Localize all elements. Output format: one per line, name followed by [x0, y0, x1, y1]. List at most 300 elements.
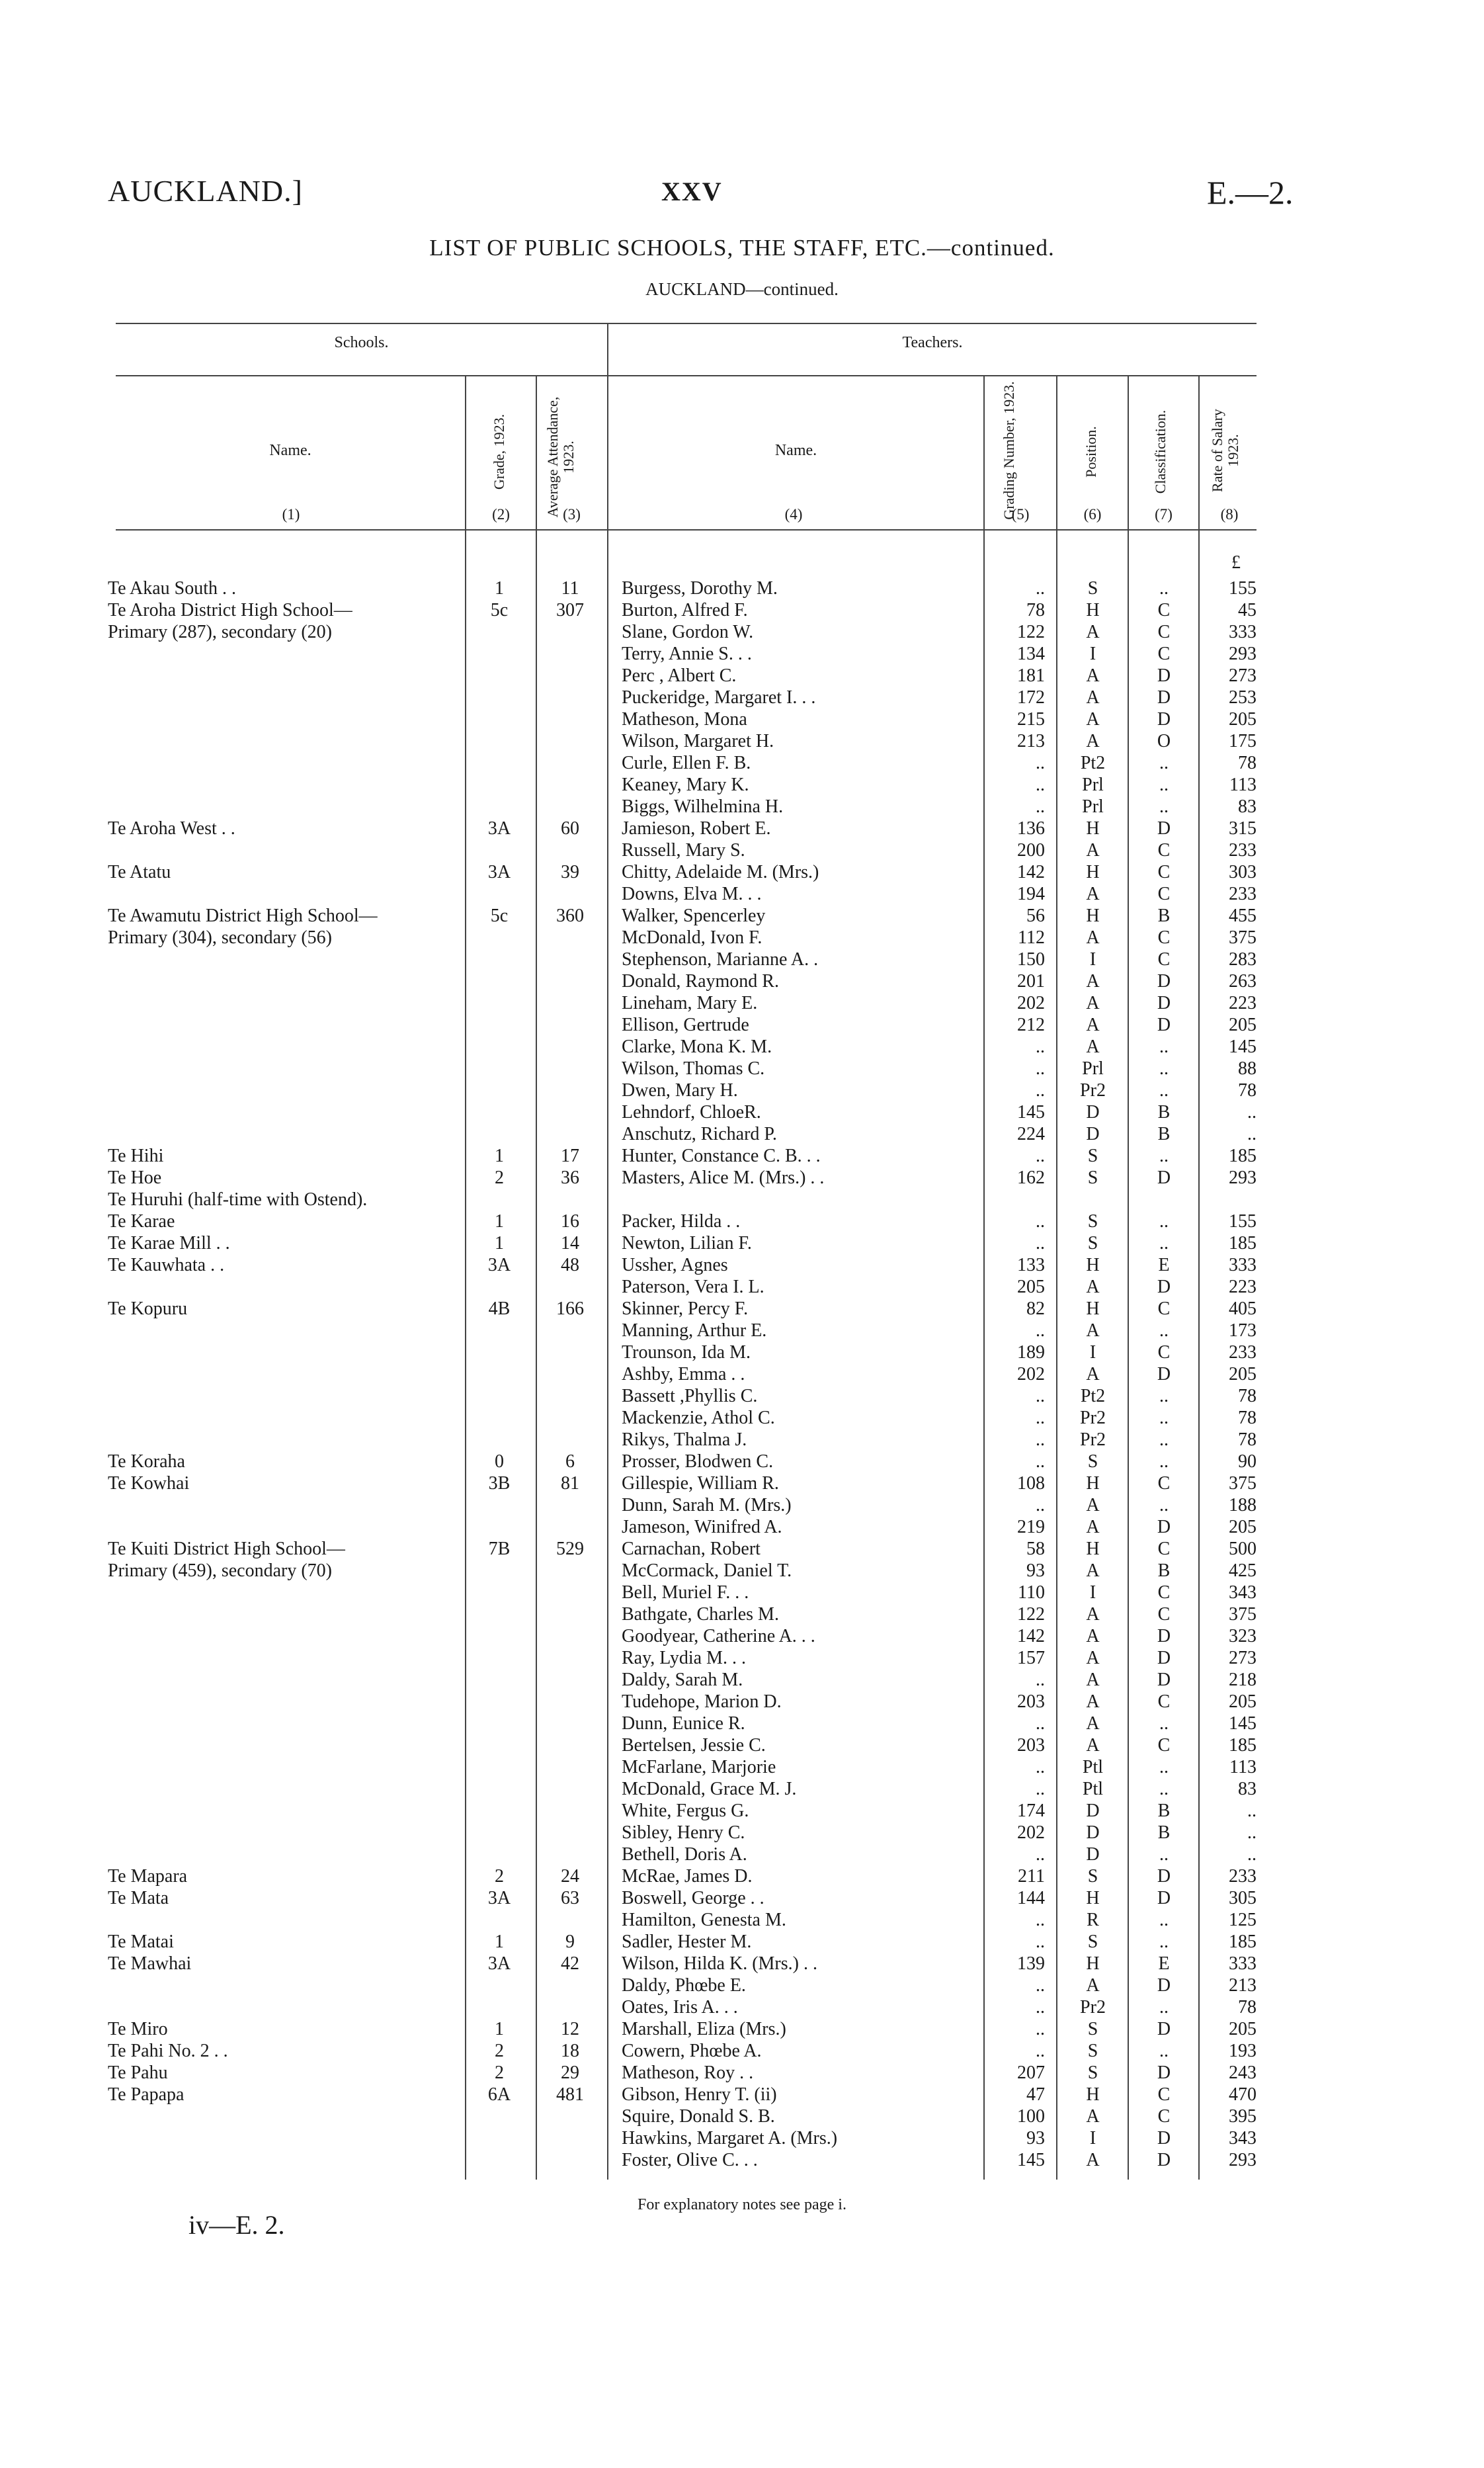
salary-cell: 145	[1229, 1037, 1257, 1057]
classification-cell: D	[1157, 1866, 1171, 1887]
salary-cell: 223	[1229, 993, 1257, 1013]
table-row	[0, 599, 1484, 621]
classification-cell: C	[1157, 1604, 1171, 1625]
table-row	[0, 1232, 1484, 1254]
grading-cell: ..	[1036, 1975, 1045, 1996]
salary-cell: 333	[1229, 622, 1257, 642]
classification-cell: ..	[1159, 1058, 1169, 1079]
classification-cell: B	[1157, 1124, 1171, 1144]
salary-header: Rate of Salary 1923.	[1209, 409, 1241, 492]
grading-cell: ..	[1036, 1779, 1045, 1799]
table-row	[0, 2084, 1484, 2106]
teacher-name: Bertelsen, Jessie C.	[622, 1735, 766, 1756]
school-name: Te Kauwhata . .	[108, 1255, 225, 1275]
grading-cell: 93	[1026, 1560, 1045, 1581]
table-row	[0, 1451, 1484, 1472]
attendance-cell: 166	[556, 1298, 584, 1319]
grading-cell: ..	[1036, 1997, 1045, 2018]
grading-cell: 142	[1017, 862, 1045, 882]
classification-cell: D	[1157, 1015, 1171, 1035]
salary-cell: 305	[1229, 1888, 1257, 1908]
teacher-name: Curle, Ellen F. B.	[622, 753, 751, 773]
grading-cell: ..	[1036, 1844, 1045, 1865]
teacher-name: Bell, Muriel F. . .	[622, 1582, 749, 1603]
grading-cell: ..	[1036, 1037, 1045, 1057]
page-number: XXV	[661, 177, 723, 206]
table-row	[0, 883, 1484, 905]
position-header: Position.	[1083, 426, 1099, 478]
salary-cell: 185	[1229, 1233, 1257, 1254]
salary-cell: ..	[1247, 1822, 1257, 1843]
table-row	[0, 577, 1484, 599]
attendance-cell: 18	[561, 2041, 579, 2061]
position-cell: S	[1087, 2041, 1098, 2061]
classification-cell: C	[1157, 840, 1171, 861]
attendance-cell: 9	[565, 1932, 575, 1952]
school-name: Te Matai	[108, 1932, 174, 1952]
classification-cell: ..	[1159, 1037, 1169, 1057]
grading-cell: ..	[1036, 578, 1045, 599]
classification-cell: B	[1157, 1102, 1171, 1123]
position-cell: I	[1089, 1342, 1096, 1363]
page-reference: iv—E. 2.	[188, 2210, 285, 2240]
position-cell: H	[1086, 862, 1100, 882]
attendance-cell: 48	[561, 1255, 579, 1275]
classification-cell: ..	[1159, 1757, 1169, 1777]
position-cell: A	[1086, 1670, 1100, 1690]
grading-cell: 139	[1017, 1953, 1045, 1974]
grading-cell: ..	[1036, 1495, 1045, 1515]
classification-cell: D	[1157, 1975, 1171, 1996]
attendance-cell: 24	[561, 1866, 579, 1887]
table-row	[0, 1800, 1484, 1822]
position-cell: D	[1086, 1124, 1100, 1144]
salary-cell: 315	[1229, 818, 1257, 839]
teacher-name: Jameson, Winifred A.	[622, 1517, 782, 1537]
grade-cell: 2	[495, 2041, 504, 2061]
salary-cell: 470	[1229, 2084, 1257, 2105]
teacher-name: Sibley, Henry C.	[622, 1822, 745, 1843]
position-cell: H	[1086, 1953, 1100, 1974]
table-row	[0, 1036, 1484, 1058]
teacher-name: Terry, Annie S. . .	[622, 644, 752, 664]
teacher-name: Biggs, Wilhelmina H.	[622, 796, 784, 817]
classification-cell: ..	[1159, 1146, 1169, 1166]
table-row	[0, 1298, 1484, 1320]
classification-cell: D	[1157, 1517, 1171, 1537]
classification-cell: ..	[1159, 1932, 1169, 1952]
grading-cell: 100	[1017, 2106, 1045, 2127]
grading-cell: ..	[1036, 1910, 1045, 1930]
classification-cell: D	[1157, 1364, 1171, 1384]
attendance-cell: 60	[561, 818, 579, 839]
position-cell: A	[1086, 1691, 1100, 1712]
classification-cell: ..	[1159, 1320, 1169, 1341]
grading-cell: 142	[1017, 1626, 1045, 1646]
table-row	[0, 861, 1484, 883]
grade-cell: 0	[495, 1451, 504, 1472]
position-cell: A	[1086, 1560, 1100, 1581]
position-cell: A	[1086, 709, 1100, 730]
position-cell: Pr2	[1080, 1408, 1106, 1428]
table-row	[0, 1734, 1484, 1756]
salary-cell: 175	[1229, 731, 1257, 751]
grade-cell: 4B	[488, 1298, 511, 1319]
classification-cell: ..	[1159, 1233, 1169, 1254]
classification-cell: C	[1157, 949, 1171, 970]
school-name: Te Pahi No. 2 . .	[108, 2041, 228, 2061]
position-cell: A	[1086, 731, 1100, 751]
position-cell: Pr2	[1080, 1997, 1106, 2018]
grading-cell: ..	[1036, 796, 1045, 817]
table-row	[0, 1385, 1484, 1407]
grading-cell: ..	[1036, 2041, 1045, 2061]
page-subtitle: AUCKLAND—continued.	[645, 279, 839, 299]
grading-cell: 110	[1018, 1582, 1045, 1603]
salary-cell: 113	[1229, 1757, 1257, 1777]
grade-cell: 1	[495, 1211, 504, 1232]
salary-cell: 78	[1238, 753, 1257, 773]
grading-cell: ..	[1036, 2019, 1045, 2039]
position-cell: A	[1086, 2106, 1100, 2127]
salary-cell: 303	[1229, 862, 1257, 882]
salary-cell: ..	[1247, 1844, 1257, 1865]
position-cell: A	[1086, 665, 1100, 686]
salary-cell: 113	[1229, 775, 1257, 795]
grading-cell: 201	[1017, 971, 1045, 992]
teacher-name: Gibson, Henry T. (ii)	[622, 2084, 777, 2105]
position-cell: A	[1086, 1495, 1100, 1515]
salary-cell: 253	[1229, 687, 1257, 708]
grading-cell: 134	[1017, 644, 1045, 664]
grading-cell: 200	[1017, 840, 1045, 861]
grade-cell: 7B	[488, 1539, 511, 1559]
table-row	[0, 1560, 1484, 1582]
grading-cell: 174	[1017, 1801, 1045, 1821]
grade-cell: 3A	[487, 1888, 511, 1908]
attendance-cell: 16	[561, 1211, 579, 1232]
position-cell: Pr2	[1080, 1429, 1106, 1450]
position-cell: A	[1086, 1735, 1100, 1756]
grade-cell: 3A	[487, 1953, 511, 1974]
grading-cell: ..	[1036, 1233, 1045, 1254]
classification-cell: ..	[1159, 1844, 1169, 1865]
grading-cell: 162	[1017, 1168, 1045, 1188]
classification-cell: ..	[1159, 1386, 1169, 1406]
classification-cell: B	[1157, 1560, 1171, 1581]
position-cell: Ptl	[1082, 1757, 1104, 1777]
teacher-name: Bethell, Doris A.	[622, 1844, 747, 1865]
classification-cell: D	[1157, 2063, 1171, 2083]
grading-cell: 215	[1017, 709, 1045, 730]
teacher-name: Puckeridge, Margaret I. . .	[622, 687, 816, 708]
salary-cell: 78	[1238, 1080, 1257, 1101]
table-row	[0, 1429, 1484, 1451]
position-cell: A	[1086, 1364, 1100, 1384]
classification-cell: ..	[1159, 578, 1169, 599]
position-cell: A	[1086, 840, 1100, 861]
table-row	[0, 2127, 1484, 2149]
grading-cell: 82	[1026, 1298, 1045, 1319]
classification-cell: ..	[1159, 1713, 1169, 1734]
salary-cell: 293	[1229, 2150, 1257, 2170]
salary-cell: 273	[1229, 1648, 1257, 1668]
position-cell: S	[1087, 1211, 1098, 1232]
school-name: Te Karae Mill . .	[108, 1233, 230, 1254]
teacher-name: Wilson, Margaret H.	[622, 731, 774, 751]
table-row	[0, 1887, 1484, 1909]
grading-cell: 202	[1017, 1822, 1045, 1843]
table-row	[0, 687, 1484, 708]
colnum-4: (4)	[784, 506, 803, 523]
position-cell: I	[1089, 644, 1096, 664]
position-cell: A	[1086, 1037, 1100, 1057]
position-cell: A	[1086, 1277, 1100, 1297]
teacher-name: Dunn, Sarah M. (Mrs.)	[622, 1495, 792, 1515]
table-row	[0, 1691, 1484, 1713]
teacher-name: Wilson, Hilda K. (Mrs.) . .	[622, 1953, 817, 1974]
table-row	[0, 1276, 1484, 1298]
salary-cell: 125	[1229, 1910, 1257, 1930]
grading-cell: 211	[1018, 1866, 1045, 1887]
grade-cell: 3B	[488, 1473, 511, 1494]
classification-cell: E	[1158, 1953, 1170, 1974]
classification-cell: D	[1157, 971, 1171, 992]
school-name: Te Kuiti District High School—	[108, 1539, 345, 1559]
position-cell: A	[1086, 1648, 1100, 1668]
teacher-name: Boswell, George . .	[622, 1888, 764, 1908]
attendance-cell: 360	[556, 906, 584, 926]
salary-cell: 205	[1229, 1364, 1257, 1384]
position-cell: S	[1087, 2019, 1098, 2039]
grade-cell: 1	[495, 1233, 504, 1254]
salary-cell: 155	[1229, 578, 1257, 599]
grade-cell: 2	[495, 1168, 504, 1188]
position-cell: A	[1086, 1975, 1100, 1996]
classification-cell: D	[1157, 665, 1171, 686]
classification-cell: C	[1157, 1582, 1171, 1603]
grading-cell: ..	[1036, 775, 1045, 795]
salary-cell: ..	[1247, 1124, 1257, 1144]
running-header-left: AUCKLAND.]	[108, 174, 303, 208]
salary-cell: 293	[1229, 644, 1257, 664]
position-cell: I	[1089, 1582, 1096, 1603]
grading-cell: 145	[1017, 2150, 1045, 2170]
position-cell: S	[1087, 1932, 1098, 1952]
salary-cell: 343	[1229, 2128, 1257, 2149]
salary-cell: 78	[1238, 1386, 1257, 1406]
table-row	[0, 2149, 1484, 2171]
grading-cell: ..	[1036, 1058, 1045, 1079]
teacher-name: Burton, Alfred F.	[622, 600, 748, 620]
teacher-name: McCormack, Daniel T.	[622, 1560, 792, 1581]
teacher-name: Keaney, Mary K.	[622, 775, 749, 795]
classification-cell: D	[1157, 1277, 1171, 1297]
table-row	[0, 1058, 1484, 1080]
position-cell: Prl	[1082, 796, 1104, 817]
table-row	[0, 1167, 1484, 1189]
grade-cell: 3A	[487, 862, 511, 882]
teacher-name: Lehndorf, ChloeR.	[622, 1102, 761, 1123]
table-row	[0, 1625, 1484, 1647]
position-cell: R	[1087, 1910, 1099, 1930]
salary-cell: 395	[1229, 2106, 1257, 2127]
teacher-name: Masters, Alice M. (Mrs.) . .	[622, 1168, 825, 1188]
grading-cell: 133	[1017, 1255, 1045, 1275]
salary-cell: 205	[1229, 709, 1257, 730]
grading-cell: 205	[1017, 1277, 1045, 1297]
table-row	[0, 927, 1484, 949]
salary-cell: 193	[1229, 2041, 1257, 2061]
grading-cell: ..	[1036, 1211, 1045, 1232]
salary-cell: 375	[1229, 927, 1257, 948]
table-row	[0, 2062, 1484, 2084]
position-cell: S	[1087, 2063, 1098, 2083]
table-row	[0, 1472, 1484, 1494]
grading-cell: 136	[1017, 818, 1045, 839]
teacher-name: McRae, James D.	[622, 1866, 753, 1887]
classification-cell: ..	[1159, 1080, 1169, 1101]
teacher-name: Daldy, Phœbe E.	[622, 1975, 746, 1996]
salary-cell: 155	[1229, 1211, 1257, 1232]
teacher-name: Burgess, Dorothy M.	[622, 578, 778, 599]
teacher-name: Trounson, Ida M.	[622, 1342, 751, 1363]
salary-cell: 323	[1229, 1626, 1257, 1646]
classification-cell: D	[1157, 993, 1171, 1013]
grading-cell: 47	[1026, 2084, 1045, 2105]
table-row	[0, 1822, 1484, 1844]
footer-note: For explanatory notes see page i.	[638, 2196, 846, 2213]
grade-cell: 2	[495, 2063, 504, 2083]
salary-cell: ..	[1247, 1801, 1257, 1821]
position-cell: I	[1089, 949, 1096, 970]
classification-cell: B	[1157, 906, 1171, 926]
salary-cell: 173	[1229, 1320, 1257, 1341]
position-cell: A	[1086, 622, 1100, 642]
classification-cell: D	[1157, 1670, 1171, 1690]
grading-cell: 203	[1017, 1735, 1045, 1756]
classification-cell: ..	[1159, 1910, 1169, 1930]
table-row	[0, 1975, 1484, 1996]
table-row	[0, 2040, 1484, 2062]
school-name: Te Miro	[108, 2019, 168, 2039]
grading-cell: 58	[1026, 1539, 1045, 1559]
table-row	[0, 1582, 1484, 1603]
table-row	[0, 621, 1484, 643]
grading-cell: 78	[1026, 600, 1045, 620]
classification-cell: C	[1157, 927, 1171, 948]
teacher-name: Skinner, Percy F.	[622, 1298, 749, 1319]
grading-cell: ..	[1036, 1429, 1045, 1450]
position-cell: S	[1087, 1451, 1098, 1472]
teacher-name: Oates, Iris A. . .	[622, 1997, 738, 2018]
attendance-header: Average Attendance, 1923.	[544, 396, 577, 518]
teacher-name: Sadler, Hester M.	[622, 1932, 752, 1952]
grade-cell: 5c	[490, 906, 509, 926]
salary-cell: 185	[1229, 1932, 1257, 1952]
school-name: Primary (287), secondary (20)	[108, 622, 333, 642]
classification-cell: D	[1157, 1626, 1171, 1646]
header-mid-rule	[116, 375, 1257, 376]
position-cell: A	[1086, 2150, 1100, 2170]
teacher-name: Gillespie, William R.	[622, 1473, 779, 1494]
table-top-rule	[116, 323, 1257, 324]
table-row	[0, 1756, 1484, 1778]
attendance-cell: 6	[565, 1451, 575, 1472]
grade-cell: 1	[495, 1146, 504, 1166]
school-name: Te Mata	[108, 1888, 169, 1908]
table-row	[0, 1996, 1484, 2018]
classification-cell: C	[1157, 1298, 1171, 1319]
teacher-name: Dwen, Mary H.	[622, 1080, 738, 1101]
teacher-name: Cowern, Phœbe A.	[622, 2041, 762, 2061]
attendance-cell: 11	[561, 578, 579, 599]
classification-cell: C	[1157, 1473, 1171, 1494]
table-row	[0, 905, 1484, 927]
teacher-name: Foster, Olive C. . .	[622, 2150, 758, 2170]
salary-cell: 185	[1229, 1146, 1257, 1166]
salary-cell: 205	[1229, 1691, 1257, 1712]
salary-cell: 205	[1229, 1517, 1257, 1537]
table-row	[0, 1320, 1484, 1341]
table-row	[0, 1516, 1484, 1538]
teacher-name: Hawkins, Margaret A. (Mrs.)	[622, 2128, 838, 2149]
teacher-name: Hunter, Constance C. B. . .	[622, 1146, 821, 1166]
grading-cell: 112	[1018, 927, 1045, 948]
position-cell: D	[1086, 1822, 1100, 1843]
classification-cell: C	[1157, 1342, 1171, 1363]
grading-cell: 150	[1017, 949, 1045, 970]
teacher-name: Rikys, Thalma J.	[622, 1429, 747, 1450]
teacher-name-header: Name.	[774, 442, 817, 459]
table-row	[0, 752, 1484, 774]
classification-cell: ..	[1159, 1779, 1169, 1799]
table-row	[0, 1844, 1484, 1865]
teacher-name: Wilson, Thomas C.	[622, 1058, 765, 1079]
classification-cell: C	[1157, 1735, 1171, 1756]
grade-cell: 6A	[487, 2084, 511, 2105]
classification-cell: C	[1157, 884, 1171, 904]
currency-symbol: £	[1231, 552, 1241, 573]
grading-cell: 145	[1017, 1102, 1045, 1123]
table-row	[0, 2018, 1484, 2040]
classification-cell: D	[1157, 709, 1171, 730]
teacher-name: Donald, Raymond R.	[622, 971, 779, 992]
grading-cell: ..	[1036, 1080, 1045, 1101]
grading-cell: 122	[1017, 622, 1045, 642]
salary-cell: 283	[1229, 949, 1257, 970]
position-cell: H	[1086, 2084, 1100, 2105]
position-cell: D	[1086, 1844, 1100, 1865]
grading-cell: ..	[1036, 1451, 1045, 1472]
salary-cell: 78	[1238, 1408, 1257, 1428]
school-name: Te Koraha	[108, 1451, 185, 1472]
classification-cell: D	[1157, 1648, 1171, 1668]
colnum-8: (8)	[1220, 506, 1239, 523]
position-cell: S	[1087, 1233, 1098, 1254]
salary-cell: 205	[1229, 2019, 1257, 2039]
school-name: Te Huruhi (half-time with Ostend).	[108, 1189, 368, 1210]
position-cell: H	[1086, 1888, 1100, 1908]
teacher-name: Matheson, Roy . .	[622, 2063, 754, 2083]
teacher-name: Ussher, Agnes	[622, 1255, 728, 1275]
school-name: Te Aroha District High School—	[108, 600, 352, 620]
classification-cell: C	[1157, 2106, 1171, 2127]
running-header-right: E.—2.	[1207, 174, 1294, 211]
teacher-name: Jamieson, Robert E.	[622, 818, 771, 839]
teacher-name: Chitty, Adelaide M. (Mrs.)	[622, 862, 819, 882]
teacher-name: Bathgate, Charles M.	[622, 1604, 779, 1625]
